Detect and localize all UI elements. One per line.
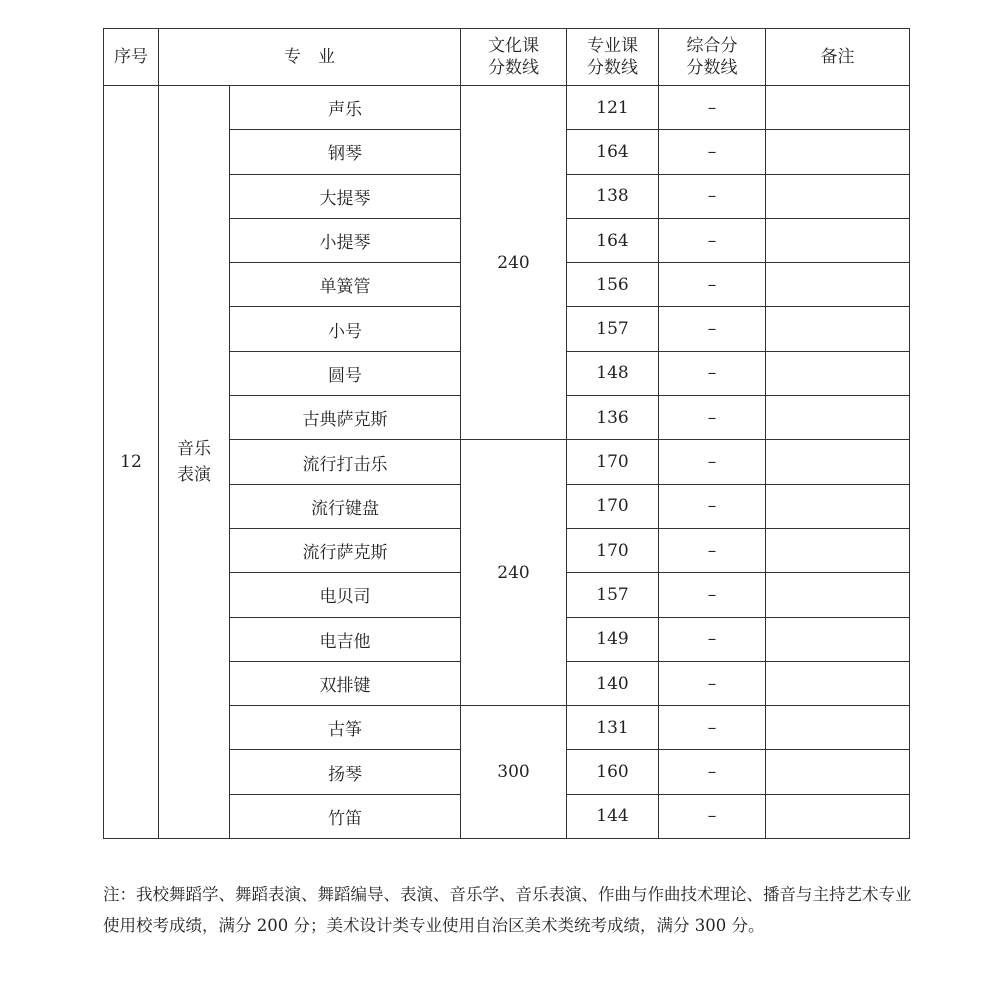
major-cell: 钢琴 [230, 130, 461, 174]
composite-score-cell: – [659, 573, 766, 617]
specialty-score-cell: 157 [567, 307, 659, 351]
specialty-score-cell: 170 [567, 440, 659, 484]
header-culture-score: 文化课 分数线 [461, 29, 567, 86]
composite-score-cell: – [659, 396, 766, 440]
composite-score-cell: – [659, 528, 766, 572]
major-cell: 大提琴 [230, 174, 461, 218]
major-cell: 流行键盘 [230, 484, 461, 528]
culture-score-cell: 240 [461, 440, 567, 706]
composite-score-cell: – [659, 307, 766, 351]
composite-score-cell: – [659, 706, 766, 750]
category-line: 表演 [177, 465, 211, 486]
major-cell: 古典萨克斯 [230, 396, 461, 440]
major-cell: 流行打击乐 [230, 440, 461, 484]
major-cell: 单簧管 [230, 263, 461, 307]
remarks-cell [766, 484, 910, 528]
remarks-cell [766, 396, 910, 440]
specialty-score-cell: 157 [567, 573, 659, 617]
header-specialty-score: 专业课 分数线 [567, 29, 659, 86]
remarks-cell [766, 661, 910, 705]
composite-score-cell: – [659, 750, 766, 794]
major-cell: 小号 [230, 307, 461, 351]
specialty-score-cell: 138 [567, 174, 659, 218]
specialty-score-cell: 136 [567, 396, 659, 440]
seq-cell: 12 [104, 86, 159, 839]
specialty-score-cell: 164 [567, 218, 659, 262]
remarks-cell [766, 351, 910, 395]
specialty-score-cell: 149 [567, 617, 659, 661]
culture-score-cell: 300 [461, 706, 567, 839]
major-cell: 竹笛 [230, 794, 461, 838]
category-cell [159, 86, 230, 839]
remarks-cell [766, 86, 910, 130]
header-row [104, 29, 910, 86]
remarks-cell [766, 218, 910, 262]
specialty-score-cell: 170 [567, 484, 659, 528]
composite-score-cell: – [659, 174, 766, 218]
remarks-cell [766, 528, 910, 572]
specialty-score-cell: 170 [567, 528, 659, 572]
specialty-score-cell: 148 [567, 351, 659, 395]
remarks-cell [766, 573, 910, 617]
composite-score-cell: – [659, 351, 766, 395]
specialty-score-cell: 121 [567, 86, 659, 130]
table-row [104, 86, 910, 130]
major-cell: 圆号 [230, 351, 461, 395]
major-cell: 电贝司 [230, 573, 461, 617]
remarks-cell [766, 617, 910, 661]
remarks-cell [766, 307, 910, 351]
header-major: 专 业 [159, 29, 461, 86]
specialty-score-cell: 164 [567, 130, 659, 174]
header-composite-score: 综合分 分数线 [659, 29, 766, 86]
score-table [103, 28, 910, 839]
major-cell: 电吉他 [230, 617, 461, 661]
specialty-score-cell: 144 [567, 794, 659, 838]
remarks-cell [766, 706, 910, 750]
major-cell: 小提琴 [230, 218, 461, 262]
remarks-cell [766, 440, 910, 484]
remarks-cell [766, 263, 910, 307]
remarks-cell [766, 130, 910, 174]
major-cell: 扬琴 [230, 750, 461, 794]
major-cell: 双排键 [230, 661, 461, 705]
composite-score-cell: – [659, 440, 766, 484]
specialty-score-cell: 156 [567, 263, 659, 307]
composite-score-cell: – [659, 130, 766, 174]
major-cell: 声乐 [230, 86, 461, 130]
remarks-cell [766, 794, 910, 838]
major-cell: 流行萨克斯 [230, 528, 461, 572]
header-remarks: 备注 [766, 29, 910, 86]
specialty-score-cell: 160 [567, 750, 659, 794]
remarks-cell [766, 750, 910, 794]
composite-score-cell: – [659, 86, 766, 130]
composite-score-cell: – [659, 794, 766, 838]
composite-score-cell: – [659, 484, 766, 528]
composite-score-cell: – [659, 617, 766, 661]
remarks-cell [766, 174, 910, 218]
composite-score-cell: – [659, 263, 766, 307]
header-seq: 序号 [104, 29, 159, 86]
composite-score-cell: – [659, 218, 766, 262]
footnote: 注：我校舞蹈学、舞蹈表演、舞蹈编导、表演、音乐学、音乐表演、作曲与作曲技术理论、播音与主持艺术专业使用校考成绩，满分 200 分；美术设计类专业使用自治区美术类统考成绩，满分 300 分。 [103, 885, 912, 935]
culture-score-cell: 240 [461, 86, 567, 440]
composite-score-cell: – [659, 661, 766, 705]
category-line: 音乐 [177, 439, 211, 460]
major-cell: 古筝 [230, 706, 461, 750]
table-body [104, 86, 910, 839]
specialty-score-cell: 140 [567, 661, 659, 705]
specialty-score-cell: 131 [567, 706, 659, 750]
